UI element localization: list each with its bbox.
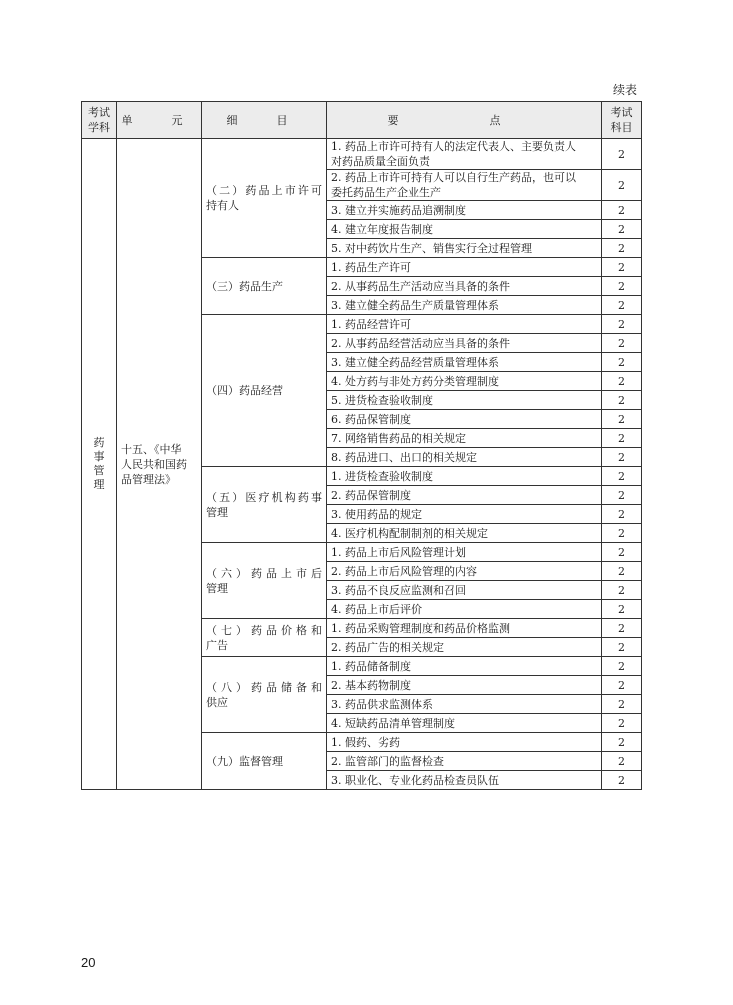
point-cell [327,562,602,581]
score-cell: 2 [602,334,642,353]
point-cell [327,296,602,315]
text-line: （二）药品上市许可 [206,184,322,197]
point-cell [327,170,602,201]
table-row [82,139,642,170]
score-cell: 2 [602,353,642,372]
text-line: 2. 药品上市后风险管理的内容 [331,564,477,578]
score-cell: 2 [602,258,642,277]
score-cell: 2 [602,139,642,170]
text-line: 3. 药品不良反应监测和召回 [331,583,466,597]
text-line: 5. 对中药饮片生产、销售实行全过程管理 [331,241,532,255]
text-line: 8. 药品进口、出口的相关规定 [331,450,477,464]
detail-cell [202,258,327,315]
text-line: 十五、《中华 [121,442,182,456]
text-line: 4. 建立年度报告制度 [331,222,433,236]
text-line: 理 [93,478,105,491]
text-line: （五）医疗机构药事 [206,490,322,504]
point-cell [327,486,602,505]
point-cell [327,239,602,258]
text-line: 3. 职业化、专业化药品检查员队伍 [331,773,499,787]
point-cell [327,771,602,790]
text-line: 事 [93,450,105,463]
text-line: 2. 药品广告的相关规定 [331,640,444,654]
point-cell [327,410,602,429]
point-cell [327,733,602,752]
text-line: 2. 从事药品经营活动应当具备的条件 [331,336,510,350]
header-unit: 单 元 [117,102,202,139]
score-cell: 2 [602,733,642,752]
detail-cell [202,315,327,467]
point-cell [327,695,602,714]
text-line: 2. 从事药品生产活动应当具备的条件 [331,279,510,293]
score-cell: 2 [602,220,642,239]
score-cell: 2 [602,752,642,771]
text-line: 3. 建立健全药品经营质量管理体系 [331,355,499,369]
syllabus-table [81,101,642,790]
text-line: 1. 药品储备制度 [331,659,411,673]
text-line: 3. 建立健全药品生产质量管理体系 [331,298,499,312]
point-cell [327,372,602,391]
subject-cell [82,139,117,790]
text-line: 2. 药品上市许可持有人可以自行生产药品，也可以 [331,171,576,184]
point-cell [327,676,602,695]
point-cell [327,220,602,239]
score-cell: 2 [602,391,642,410]
text-line: 广告 [206,638,228,652]
continued-label: 续表 [612,83,637,97]
text-line: 委托药品生产企业生产 [331,186,441,199]
score-cell: 2 [602,170,642,201]
score-cell: 2 [602,315,642,334]
point-cell [327,619,602,638]
text-line: 供应 [206,695,228,709]
score-cell: 2 [602,201,642,220]
score-cell: 2 [602,638,642,657]
text-line: 药 [93,436,105,449]
point-cell [327,752,602,771]
text-line: （七）药品价格和 [206,623,322,637]
text-line: 管理 [206,581,228,595]
unit-cell [117,139,202,790]
text-line: （六）药品上市后 [206,566,322,580]
page-number: 20 [81,955,96,970]
point-cell [327,201,602,220]
score-cell: 2 [602,562,642,581]
point-cell [327,600,602,619]
score-cell: 2 [602,372,642,391]
score-cell: 2 [602,429,642,448]
header-detail: 细 目 [202,102,327,139]
header-subject: 考试 学科 [82,102,117,139]
text-line: （九）监督管理 [206,754,283,768]
text-line: 对药品质量全面负责 [331,155,430,168]
detail-cell [202,619,327,657]
point-cell [327,543,602,562]
point-cell [327,581,602,600]
score-cell: 2 [602,277,642,296]
text-line: 管理 [206,505,228,519]
text-line: 6. 药品保管制度 [331,412,411,426]
point-cell [327,638,602,657]
text-line: 3. 建立并实施药品追溯制度 [331,203,466,217]
text-line: 5. 进货检查验收制度 [331,393,433,407]
score-cell: 2 [602,771,642,790]
score-cell: 2 [602,505,642,524]
text-line: 3. 使用药品的规定 [331,507,422,521]
text-line: 4. 医疗机构配制制剂的相关规定 [331,526,488,540]
point-cell [327,353,602,372]
text-line: 7. 网络销售药品的相关规定 [331,431,466,445]
point-cell [327,391,602,410]
text-line: 1. 药品上市后风险管理计划 [331,545,466,559]
score-cell: 2 [602,695,642,714]
table-body [82,139,642,790]
score-cell: 2 [602,448,642,467]
text-line: （三）药品生产 [206,279,283,293]
text-line: 2. 基本药物制度 [331,678,411,692]
score-cell: 2 [602,296,642,315]
text-line: 4. 处方药与非处方药分类管理制度 [331,374,499,388]
score-cell: 2 [602,581,642,600]
text-line: 4. 药品上市后评价 [331,602,422,616]
point-cell [327,258,602,277]
text-line: 1. 药品上市许可持有人的法定代表人、主要负责人 [331,140,576,153]
detail-cell [202,733,327,790]
text-line: 3. 药品供求监测体系 [331,697,433,711]
header-points: 要 点 [327,102,602,139]
point-cell [327,429,602,448]
score-cell: 2 [602,600,642,619]
text-line: （八）药品储备和 [206,680,322,694]
point-cell [327,277,602,296]
score-cell: 2 [602,543,642,562]
detail-cell [202,467,327,543]
point-cell [327,315,602,334]
score-cell: 2 [602,619,642,638]
detail-cell [202,139,327,258]
text-line: 人民共和国药 [121,457,187,471]
detail-cell [202,657,327,733]
point-cell [327,657,602,676]
score-cell: 2 [602,239,642,258]
text-line: （四）药品经营 [206,384,283,397]
score-cell: 2 [602,714,642,733]
table-header-row [82,102,642,139]
text-line: 4. 短缺药品清单管理制度 [331,716,455,730]
text-line: 1. 药品生产许可 [331,260,411,274]
score-cell: 2 [602,657,642,676]
text-line: 1. 假药、劣药 [331,735,400,749]
point-cell [327,334,602,353]
score-cell: 2 [602,524,642,543]
text-line: 1. 药品经营许可 [331,317,411,331]
text-line: 2. 药品保管制度 [331,488,411,502]
text-line: 管 [93,464,105,477]
score-cell: 2 [602,486,642,505]
text-line: 2. 监管部门的监督检查 [331,754,444,768]
text-line: 1. 药品采购管理制度和药品价格监测 [331,621,510,635]
text-line: 品管理法》 [121,472,176,486]
score-cell: 2 [602,467,642,486]
point-cell [327,714,602,733]
detail-cell [202,543,327,619]
point-cell [327,505,602,524]
point-cell [327,139,602,170]
point-cell [327,524,602,543]
header-score: 考试 科目 [602,102,642,139]
text-line: 1. 进货检查验收制度 [331,469,433,483]
score-cell: 2 [602,676,642,695]
point-cell [327,448,602,467]
text-line: 持有人 [206,199,239,212]
score-cell: 2 [602,410,642,429]
point-cell [327,467,602,486]
